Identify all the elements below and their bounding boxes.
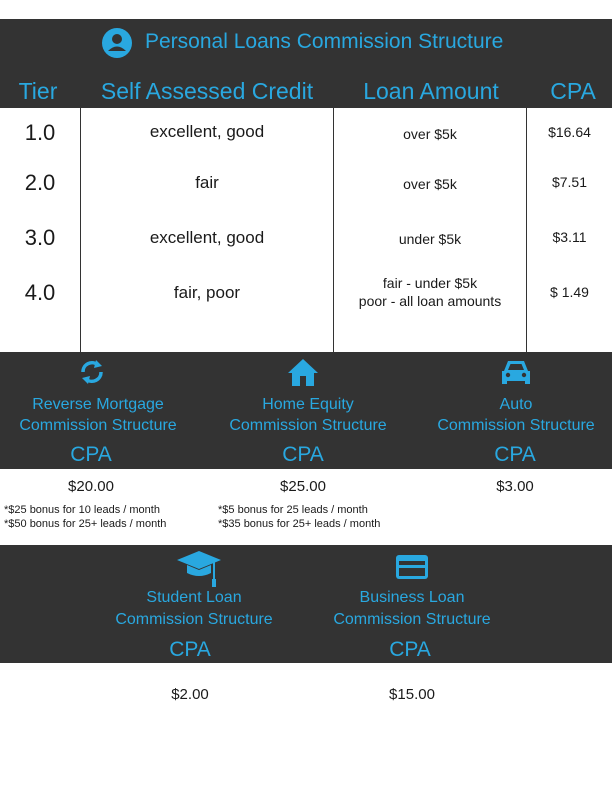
tier-value: 4.0 bbox=[24, 280, 56, 305]
reverse-bonus-notes bbox=[4, 503, 166, 531]
student-title-line1: Student Loan bbox=[146, 589, 242, 606]
reverse-title-line2: Commission Structure bbox=[19, 417, 177, 434]
business-title-line2: Commission Structure bbox=[333, 611, 491, 628]
business-cpa-value: $15.00 bbox=[389, 686, 435, 703]
reverse-bonus-note: *$25 bonus for 10 leads / month bbox=[4, 504, 160, 516]
cpa-value: $3.11 bbox=[552, 229, 587, 245]
personal-loans-title: Personal Loans Commission Structure bbox=[145, 30, 504, 53]
home-cpa-label: CPA bbox=[282, 443, 324, 466]
student-title-line2: Commission Structure bbox=[115, 611, 273, 628]
cpa-value: $ 1.49 bbox=[550, 284, 589, 300]
auto-title-line2: Commission Structure bbox=[437, 417, 595, 434]
bottom-products-band bbox=[0, 545, 612, 663]
amount-value: over $5k bbox=[403, 176, 457, 192]
amount-value: fair - under $5k bbox=[382, 275, 478, 291]
business-loan-title bbox=[318, 587, 506, 631]
business-title-line1: Business Loan bbox=[359, 589, 465, 606]
amount-value-line2: poor - all loan amounts bbox=[358, 293, 502, 309]
home-title-line2: Commission Structure bbox=[229, 417, 387, 434]
tier-header: Tier bbox=[18, 78, 58, 104]
auto-cpa-label: CPA bbox=[494, 443, 536, 466]
home-title-line1: Home Equity bbox=[262, 396, 354, 413]
user-icon bbox=[102, 28, 132, 58]
auto-title bbox=[420, 394, 612, 436]
home-equity-title bbox=[210, 394, 406, 436]
refresh-icon bbox=[76, 356, 108, 388]
graduation-cap-icon bbox=[176, 548, 222, 590]
student-cpa-label: CPA bbox=[169, 638, 211, 661]
auto-title-line1: Auto bbox=[499, 396, 533, 413]
credit-header: Self Assessed Credit bbox=[100, 78, 314, 104]
amount-value: over $5k bbox=[403, 126, 457, 142]
home-bonus-notes bbox=[218, 503, 380, 531]
car-icon bbox=[500, 356, 532, 388]
home-icon bbox=[287, 356, 319, 388]
student-cpa-value: $2.00 bbox=[171, 686, 209, 703]
home-bonus-note: *$35 bonus for 25+ leads / month bbox=[218, 518, 381, 530]
cpa-header: CPA bbox=[550, 78, 596, 104]
business-cpa-label: CPA bbox=[389, 638, 431, 661]
credit-value: fair, poor bbox=[173, 283, 241, 302]
reverse-cpa-value: $20.00 bbox=[68, 478, 114, 495]
auto-cpa-value: $3.00 bbox=[496, 478, 534, 495]
cpa-value: $7.51 bbox=[551, 174, 588, 190]
credit-value: excellent, good bbox=[149, 228, 265, 247]
credit-value: excellent, good bbox=[149, 122, 265, 141]
credit-value: fair bbox=[195, 173, 219, 192]
tier-value: 1.0 bbox=[24, 120, 56, 145]
home-cpa-value: $25.00 bbox=[280, 478, 326, 495]
home-bonus-note: *$5 bonus for 25 leads / month bbox=[218, 504, 368, 516]
cpa-value: $16.64 bbox=[548, 124, 591, 140]
student-loan-title bbox=[100, 587, 288, 631]
reverse-mortgage-title bbox=[0, 394, 196, 436]
credit-card-icon bbox=[395, 552, 429, 582]
reverse-bonus-note: *$50 bonus for 25+ leads / month bbox=[4, 518, 167, 530]
reverse-cpa-label: CPA bbox=[70, 443, 112, 466]
amount-value: under $5k bbox=[398, 231, 462, 247]
reverse-title-line1: Reverse Mortgage bbox=[32, 396, 164, 413]
amount-header: Loan Amount bbox=[363, 78, 499, 104]
tier-value: 3.0 bbox=[24, 225, 56, 250]
tier-value: 2.0 bbox=[24, 170, 56, 195]
